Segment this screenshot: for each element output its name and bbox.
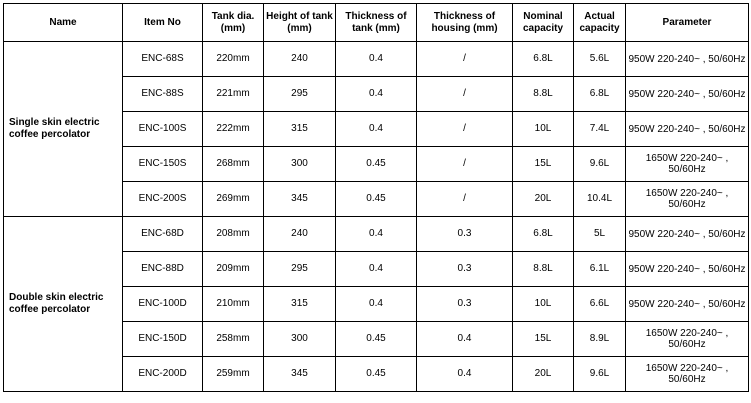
cell-tank-dia: 209mm: [203, 252, 264, 287]
cell-thickness-tank: 0.4: [336, 287, 417, 322]
cell-nominal-capacity: 15L: [513, 322, 574, 357]
cell-thickness-housing: 0.3: [417, 252, 513, 287]
cell-thickness-tank: 0.4: [336, 77, 417, 112]
cell-height: 240: [264, 217, 336, 252]
cell-thickness-tank: 0.45: [336, 147, 417, 182]
cell-actual-capacity: 9.6L: [574, 147, 626, 182]
cell-thickness-housing: 0.3: [417, 287, 513, 322]
cell-tank-dia: 222mm: [203, 112, 264, 147]
header-nominal-capacity: Nominal capacity: [513, 4, 574, 42]
cell-actual-capacity: 5L: [574, 217, 626, 252]
cell-thickness-housing: /: [417, 147, 513, 182]
cell-nominal-capacity: 6.8L: [513, 42, 574, 77]
table-row: [4, 217, 749, 252]
cell-item-no: ENC-68D: [123, 217, 203, 252]
cell-actual-capacity: 9.6L: [574, 357, 626, 392]
header-actual-capacity: Actual capacity: [574, 4, 626, 42]
cell-parameter: 1650W 220-240~ , 50/60Hz: [626, 182, 749, 217]
cell-item-no: ENC-88D: [123, 252, 203, 287]
cell-item-no: ENC-150D: [123, 322, 203, 357]
cell-tank-dia: 259mm: [203, 357, 264, 392]
cell-nominal-capacity: 8.8L: [513, 252, 574, 287]
cell-actual-capacity: 6.1L: [574, 252, 626, 287]
cell-item-no: ENC-68S: [123, 42, 203, 77]
cell-parameter: 950W 220-240~ , 50/60Hz: [626, 252, 749, 287]
group-name: Double skin electric coffee percolator: [4, 217, 123, 392]
header-tank-dia: Tank dia. (mm): [203, 4, 264, 42]
cell-parameter: 950W 220-240~ , 50/60Hz: [626, 217, 749, 252]
cell-tank-dia: 221mm: [203, 77, 264, 112]
cell-parameter: 950W 220-240~ , 50/60Hz: [626, 287, 749, 322]
cell-actual-capacity: 6.6L: [574, 287, 626, 322]
cell-item-no: ENC-200D: [123, 357, 203, 392]
cell-item-no: ENC-88S: [123, 77, 203, 112]
spec-table: [3, 3, 749, 392]
cell-item-no: ENC-200S: [123, 182, 203, 217]
cell-height: 345: [264, 182, 336, 217]
cell-parameter: 950W 220-240~ , 50/60Hz: [626, 77, 749, 112]
cell-thickness-tank: 0.45: [336, 357, 417, 392]
cell-parameter: 1650W 220-240~ , 50/60Hz: [626, 357, 749, 392]
header-thickness-tank: Thickness of tank (mm): [336, 4, 417, 42]
cell-item-no: ENC-100D: [123, 287, 203, 322]
header-thickness-housing: Thickness of housing (mm): [417, 4, 513, 42]
cell-nominal-capacity: 15L: [513, 147, 574, 182]
cell-nominal-capacity: 10L: [513, 112, 574, 147]
cell-actual-capacity: 8.9L: [574, 322, 626, 357]
header-height: Height of tank (mm): [264, 4, 336, 42]
cell-thickness-housing: /: [417, 42, 513, 77]
cell-parameter: 1650W 220-240~ , 50/60Hz: [626, 147, 749, 182]
cell-thickness-tank: 0.4: [336, 112, 417, 147]
cell-actual-capacity: 7.4L: [574, 112, 626, 147]
cell-item-no: ENC-150S: [123, 147, 203, 182]
cell-tank-dia: 269mm: [203, 182, 264, 217]
group-name: Single skin electric coffee percolator: [4, 42, 123, 217]
cell-thickness-tank: 0.4: [336, 42, 417, 77]
cell-item-no: ENC-100S: [123, 112, 203, 147]
cell-height: 240: [264, 42, 336, 77]
cell-thickness-housing: /: [417, 77, 513, 112]
cell-parameter: 1650W 220-240~ , 50/60Hz: [626, 322, 749, 357]
header-item-no: Item No: [123, 4, 203, 42]
cell-tank-dia: 258mm: [203, 322, 264, 357]
cell-parameter: 950W 220-240~ , 50/60Hz: [626, 112, 749, 147]
cell-height: 345: [264, 357, 336, 392]
cell-nominal-capacity: 6.8L: [513, 217, 574, 252]
cell-parameter: 950W 220-240~ , 50/60Hz: [626, 42, 749, 77]
header-name: Name: [4, 4, 123, 42]
cell-thickness-housing: /: [417, 112, 513, 147]
cell-thickness-tank: 0.45: [336, 182, 417, 217]
cell-thickness-housing: 0.3: [417, 217, 513, 252]
cell-height: 300: [264, 322, 336, 357]
cell-actual-capacity: 10.4L: [574, 182, 626, 217]
cell-tank-dia: 210mm: [203, 287, 264, 322]
cell-nominal-capacity: 10L: [513, 287, 574, 322]
cell-thickness-tank: 0.4: [336, 217, 417, 252]
cell-actual-capacity: 5.6L: [574, 42, 626, 77]
cell-nominal-capacity: 20L: [513, 357, 574, 392]
cell-thickness-housing: /: [417, 182, 513, 217]
header-row: [4, 4, 749, 42]
cell-nominal-capacity: 20L: [513, 182, 574, 217]
cell-height: 300: [264, 147, 336, 182]
cell-actual-capacity: 6.8L: [574, 77, 626, 112]
header-parameter: Parameter: [626, 4, 749, 42]
cell-tank-dia: 208mm: [203, 217, 264, 252]
cell-tank-dia: 220mm: [203, 42, 264, 77]
cell-height: 295: [264, 252, 336, 287]
cell-tank-dia: 268mm: [203, 147, 264, 182]
cell-height: 295: [264, 77, 336, 112]
cell-thickness-tank: 0.4: [336, 252, 417, 287]
cell-height: 315: [264, 112, 336, 147]
cell-thickness-housing: 0.4: [417, 322, 513, 357]
cell-thickness-tank: 0.45: [336, 322, 417, 357]
table-row: [4, 42, 749, 77]
cell-nominal-capacity: 8.8L: [513, 77, 574, 112]
cell-thickness-housing: 0.4: [417, 357, 513, 392]
cell-height: 315: [264, 287, 336, 322]
